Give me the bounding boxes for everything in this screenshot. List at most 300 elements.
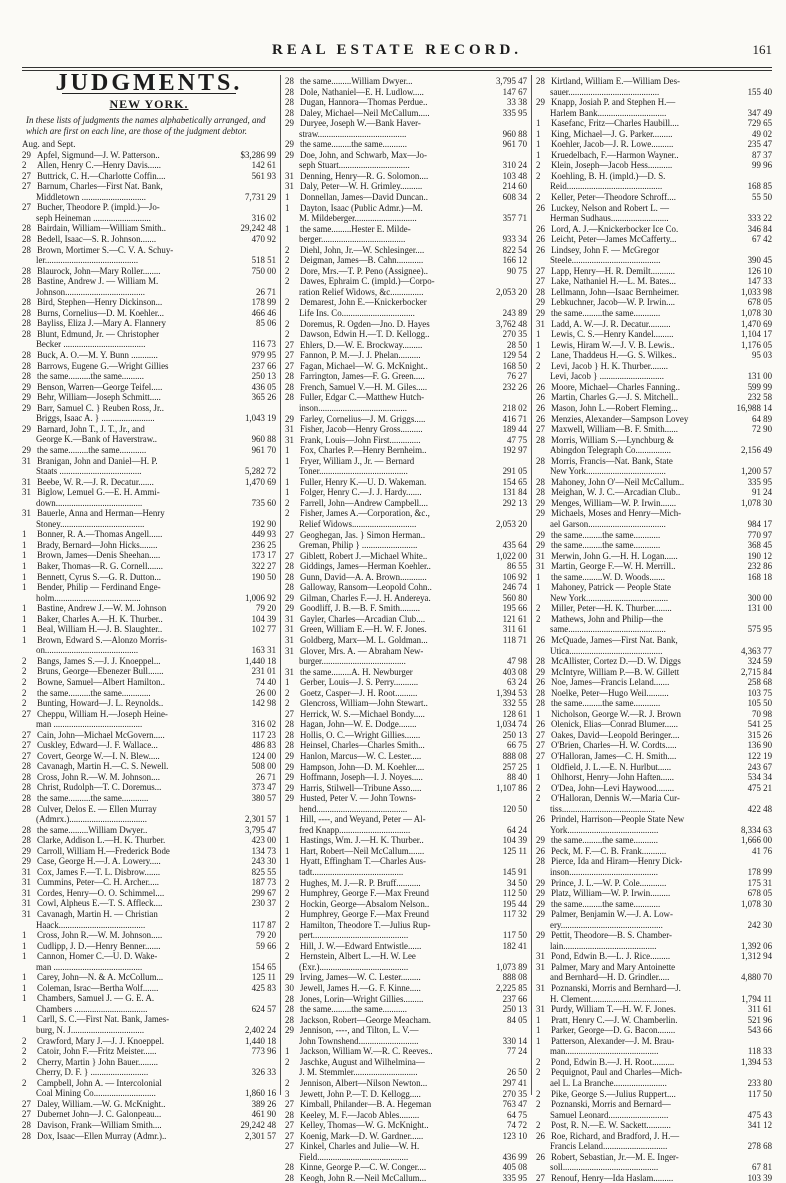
entry-parties: Husted, Peter V. — John Towns- <box>300 793 416 804</box>
entry-parties: Fox, Charles P.—Henry Bernheim.. <box>300 445 427 456</box>
entry-day: 1 <box>22 539 27 550</box>
entry-day: 2 <box>536 360 541 371</box>
judgment-entry <box>22 361 276 372</box>
entry-day: 31 <box>536 561 545 572</box>
entry-amount: 126 10 <box>747 265 772 276</box>
entry-day: 27 <box>285 1120 294 1131</box>
entry-day: 28 <box>536 286 545 297</box>
judgment-entry <box>22 709 276 720</box>
entry-amount: 541 25 <box>747 719 772 730</box>
entry-amount: 521 96 <box>747 1014 772 1025</box>
judgment-entry <box>536 793 772 804</box>
entry-amount: 270 35 <box>502 1088 527 1099</box>
entry-parties: Lewis, C. S.—Henry Kandel......... <box>551 329 674 340</box>
entry-amount: 960 88 <box>502 128 527 139</box>
entry-parties: Baker, Charles A.—H. K. Thurber.. <box>37 613 163 624</box>
entry-amount: 405 08 <box>502 1162 527 1173</box>
entry-day: 2 <box>285 265 290 276</box>
entry-day: 1 <box>285 192 290 203</box>
entry-day: 29 <box>285 413 294 424</box>
entry-parties: McIntyre, William P.—B. W. Gillett <box>551 666 680 677</box>
judgment-entry <box>22 287 276 298</box>
entry-parties: Robert, Sebastian, Jr.—M. E. Inger- <box>551 1151 679 1162</box>
entry-day: 29 <box>22 149 31 160</box>
entry-day: 30 <box>285 983 294 994</box>
entry-parties: Doe, John, and Schwarb, Max—Jo- <box>300 149 427 160</box>
entry-day: 2 <box>536 1067 541 1078</box>
judgment-entry <box>285 181 527 192</box>
entry-day: 31 <box>22 887 31 898</box>
entry-amount: 322 27 <box>251 560 276 571</box>
entry-parties: seph Heineman .......................... <box>36 212 151 223</box>
entry-day: 29 <box>285 149 294 160</box>
entry-day: 1 <box>22 993 27 1004</box>
entry-parties: Clarke, Addison L.—H. K. Thurber. <box>37 835 166 846</box>
judgment-entry <box>536 941 772 952</box>
entry-day: 26 <box>536 677 545 688</box>
judgment-entry <box>285 414 527 425</box>
entry-amount: 87 37 <box>752 149 772 160</box>
entry-day: 2 <box>285 687 290 698</box>
judgment-entry <box>536 1015 772 1026</box>
judgment-entry <box>285 1131 527 1142</box>
judgment-entry <box>536 245 772 256</box>
judgment-entry <box>22 456 276 467</box>
entry-day: 2 <box>285 297 290 308</box>
judgment-entry <box>536 1131 772 1142</box>
judgment-entry <box>536 424 772 435</box>
judgment-entry <box>22 223 276 234</box>
judgment-entry <box>22 730 276 741</box>
judgment-entry <box>22 1078 276 1089</box>
entry-amount: 232 86 <box>747 561 772 572</box>
entry-parties: Palmer, Mary and Mary Antoinette <box>551 961 676 972</box>
column-1 <box>22 70 276 1141</box>
judgment-entry <box>22 614 276 625</box>
entry-day: 1 <box>22 982 27 993</box>
entry-amount: 235 47 <box>747 139 772 150</box>
entry-parties: Lane, Thaddeus H.—G. S. Wilkes.. <box>551 350 677 361</box>
judgment-entry <box>22 371 276 382</box>
entry-parties: the same..........the same.......... <box>37 371 144 382</box>
entry-parties: Hamilton, Theodore T.—Julius Rup- <box>300 919 431 930</box>
entry-day: 31 <box>22 476 31 487</box>
entry-day: 26 <box>536 1130 545 1141</box>
entry-parties: Folger, Henry C.—J. J. Hardy....... <box>300 487 422 498</box>
judgment-entry <box>285 224 527 235</box>
entry-parties: Daley, William.—W. G. McKnight.. <box>37 1098 166 1109</box>
entry-parties: Brown, Mortimer S.—C. V. A. Schuy- <box>37 244 174 255</box>
entry-day: 1 <box>285 835 290 846</box>
judgment-entry <box>536 1004 772 1015</box>
entry-day: 28 <box>22 360 31 371</box>
entry-amount: 257 25 <box>502 761 527 772</box>
entry-parties: Fannon, P. M.—J. J. Phelan.......... <box>300 350 421 361</box>
entry-parties: straw........................................ <box>299 128 407 139</box>
entry-parties: Hampson, John—D. M. Koehler.... <box>300 761 425 772</box>
entry-amount: 118 71 <box>502 634 527 645</box>
entry-amount: 237 66 <box>502 993 527 1004</box>
entry-amount: 99 96 <box>752 160 772 171</box>
entry-day: 27 <box>22 202 31 213</box>
entry-parties: Menzies, Alexander—Sampson Lovey <box>551 413 689 424</box>
judgment-entry <box>285 445 527 456</box>
entry-parties: Farrell, John—Andrew Campbell.... <box>300 497 428 508</box>
judgment-entry <box>536 1078 772 1089</box>
entry-parties: Geoghegan, Jas. } Simon Herman.. <box>300 529 426 540</box>
entry-parties: ael L. La Branche........................ <box>550 1077 667 1088</box>
entry-parties: Harlem Bank............................... <box>550 107 667 118</box>
entry-parties: Pierce, Ida and Hiram—Henry Dick- <box>551 856 683 867</box>
entry-amount: 136 90 <box>747 740 772 751</box>
entry-amount: 435 64 <box>502 540 527 551</box>
judgment-entry <box>22 318 276 329</box>
entry-amount: 1,394 53 <box>740 1056 772 1067</box>
entry-parties: Ladd, A. W.—J. R. Decatur.......... <box>551 318 671 329</box>
entry-amount: 88 40 <box>507 772 527 783</box>
judgment-entry <box>285 783 527 794</box>
judgment-entry <box>285 97 527 108</box>
judgment-entry <box>285 941 527 952</box>
entry-day: 27 <box>285 550 294 561</box>
judgment-entry <box>22 1099 276 1110</box>
entry-amount: 145 91 <box>502 867 527 878</box>
judgment-entry <box>285 846 527 857</box>
judgment-entry <box>536 646 772 657</box>
entry-parties: Hollis, O. C.—Wright Gillies....... <box>300 729 421 740</box>
entry-day: 27 <box>285 360 294 371</box>
entry-day: 28 <box>285 993 294 1004</box>
entry-day: 31 <box>536 318 545 329</box>
entry-day: 27 <box>285 708 294 719</box>
entry-day: 28 <box>22 1119 31 1130</box>
entry-amount: 166 12 <box>502 255 527 266</box>
entry-day: 29 <box>536 898 545 909</box>
judgment-entry <box>285 530 527 541</box>
section-heading: JUDGMENTS. <box>55 70 243 96</box>
judgment-entry <box>536 1152 772 1163</box>
entry-amount: 1,392 06 <box>740 940 772 951</box>
entry-day: 1 <box>22 550 27 561</box>
judgment-entry <box>22 213 276 224</box>
entry-parties: Jennison, Albert—Nilson Newton... <box>300 1077 428 1088</box>
entry-amount: 333 22 <box>747 213 772 224</box>
entry-parties: Culver, Delos E. — Ellen Murray <box>37 803 157 814</box>
entry-day: 28 <box>285 1014 294 1025</box>
entry-day: 2 <box>536 782 541 793</box>
entry-parties: Bird, Stephen—Henry Dickinson... <box>37 297 163 308</box>
entry-parties: Humphrey, George F.—Max Freund <box>300 888 429 899</box>
entry-day: 1 <box>285 677 290 688</box>
entry-parties: Olenick, Elias—Conrad Blumer...... <box>551 719 678 730</box>
entry-day: 29 <box>285 1025 294 1036</box>
entry-parties: Cox, James F.—T. L. Disbrow....... <box>37 866 161 877</box>
entry-day: 28 <box>285 97 294 108</box>
entry-parties: Crawford, Mary J.—J. J. Knoeppel. <box>37 1035 164 1046</box>
entry-parties: Stoney...................................... <box>36 518 145 529</box>
entry-day: 2 <box>536 793 541 804</box>
judgment-entry <box>536 772 772 783</box>
entry-parties: Apfel, Sigmund—J. W. Patterson.. <box>37 149 160 160</box>
judgment-entry <box>22 434 276 445</box>
entry-amount: 1,440 18 <box>244 655 276 666</box>
entry-day: 2 <box>22 698 27 709</box>
judgment-entry <box>285 160 527 171</box>
entry-parties: Mason, John L.—Robert Fleming... <box>551 402 678 413</box>
entry-parties: Hoffmann, Joseph—I. J. Noyes..... <box>300 772 423 783</box>
entry-amount: 95 03 <box>752 350 772 361</box>
entry-amount: 1,078 30 <box>740 308 772 319</box>
entry-amount: 55 50 <box>752 192 772 203</box>
judgment-entry <box>285 1004 527 1015</box>
judgment-entry <box>22 751 276 762</box>
judgment-entry <box>22 160 276 171</box>
entry-parties: Barnard, John T., J. T., Jr., and <box>37 423 145 434</box>
entry-amount: 218 02 <box>502 402 527 413</box>
entry-parties: tiss.......................................... <box>550 803 656 814</box>
entry-parties: the same.........the same............ <box>551 308 661 319</box>
entry-parties: Meighan, W. J. C.—Arcadian Club.. <box>551 487 681 498</box>
entry-amount: 123 10 <box>502 1130 527 1141</box>
entry-day: 26 <box>536 234 545 245</box>
judgment-entry <box>22 877 276 888</box>
judgment-entry <box>285 340 527 351</box>
judgment-entry <box>536 909 772 920</box>
entry-parties: Post, R. N.—E. W. Sackett........... <box>551 1120 671 1131</box>
judgment-entry <box>285 593 527 604</box>
entry-parties: Kinne, George P.—C. W. Conger.... <box>300 1162 427 1173</box>
entry-day: 27 <box>285 529 294 540</box>
entry-day: 1 <box>536 1014 541 1025</box>
entry-amount: 2,053 20 <box>495 518 527 529</box>
judgment-entry <box>536 414 772 425</box>
judgment-entry <box>22 835 276 846</box>
entry-day: 28 <box>285 1109 294 1120</box>
entry-parties: Glencross, William—John Stewart.. <box>300 698 428 709</box>
page-header <box>22 40 772 62</box>
entry-amount: 960 88 <box>251 434 276 445</box>
column-divider-2 <box>531 75 532 1095</box>
entry-day: 29 <box>285 592 294 603</box>
entry-day: 1 <box>536 708 541 719</box>
entry-amount: 2,225 85 <box>495 983 527 994</box>
entry-day: 26 <box>536 413 545 424</box>
entry-parties: Hastings, Wm. J.—H. K. Thurber.. <box>300 835 424 846</box>
judgment-entry <box>536 783 772 794</box>
entry-day: 28 <box>22 244 31 255</box>
entry-parties: Hanlon, Marcus—W. C. Lester..... <box>300 751 422 761</box>
entry-day: 26 <box>536 402 545 413</box>
judgment-entry <box>285 1057 527 1068</box>
intro-note: In these lists of judgments the names alphabetically arranged, and which are first on each line, are those of the judgment debtor. <box>26 115 266 137</box>
entry-parties: Gayler, Charles—Arcadian Club.... <box>300 613 426 624</box>
judgment-entry <box>22 1004 276 1015</box>
entry-day: 1 <box>536 329 541 340</box>
entry-amount: 66 75 <box>507 740 527 751</box>
entry-day: 1 <box>22 529 27 540</box>
entry-parties: Dore, Mrs.—T. P. Peno (Assignee).. <box>300 265 429 276</box>
entry-amount: 64 75 <box>507 1109 527 1120</box>
judgment-entry <box>536 1120 772 1131</box>
entry-amount: 64 89 <box>752 413 772 424</box>
entry-parties: Reid........................................... <box>550 181 663 192</box>
entry-amount: 47 98 <box>507 656 527 667</box>
entry-parties: Goodliff, J. B.—B. F. Smith......... <box>300 603 420 614</box>
entry-day: 1 <box>285 455 290 466</box>
entry-parties: seph Stuart................................ <box>299 160 410 171</box>
entry-amount: 122 19 <box>747 751 772 761</box>
entry-amount: 436 99 <box>502 1151 527 1162</box>
entry-parties: Giddings, James—Herman Koehler.. <box>300 561 431 572</box>
entry-day: 29 <box>285 139 294 150</box>
entry-day: 28 <box>22 761 31 772</box>
judgment-entry <box>22 297 276 308</box>
entry-amount: 104 39 <box>502 835 527 846</box>
entry-parties: Kinkel, Charles and Julie—W. H. <box>300 1141 420 1152</box>
entry-parties: Levi, Jacob } ............................. <box>550 371 664 382</box>
entry-amount: 461 90 <box>251 1109 276 1120</box>
judgment-entry <box>536 888 772 899</box>
entry-amount: 678 05 <box>747 297 772 308</box>
judgment-entry <box>536 540 772 551</box>
judgment-entry <box>285 1120 527 1131</box>
entry-amount: 2,715 84 <box>740 666 772 677</box>
entry-parties: Branigan, John and Daniel—H. P. <box>37 455 158 466</box>
entry-parties: Koehler, Jacob—J. R. Lowe.......... <box>551 139 674 150</box>
entry-amount: 103 75 <box>747 687 772 698</box>
judgment-entry <box>536 297 772 308</box>
entry-day: 29 <box>22 845 31 856</box>
entry-amount: 90 75 <box>507 265 527 276</box>
entry-day: 29 <box>22 402 31 413</box>
judgment-entry <box>285 1099 527 1110</box>
entry-parties: the same.........the same............ <box>551 698 661 709</box>
entry-amount: 678 05 <box>747 888 772 899</box>
entry-amount: 125 11 <box>251 972 276 983</box>
judgment-entry <box>536 129 772 140</box>
entry-parties: Goetz, Casper—J. H. Root.......... <box>300 687 418 698</box>
judgment-entry <box>22 234 276 245</box>
entry-day: 2 <box>285 329 290 340</box>
entry-parties: Roe, Richard, and Bradford, J. H.— <box>551 1130 680 1141</box>
entry-day: 26 <box>536 634 545 645</box>
entry-amount: 8,334 63 <box>740 824 772 835</box>
judgment-entry <box>285 972 527 983</box>
entry-parties: Jennison, ----, and Tilton, L. V.— <box>300 1025 419 1036</box>
entry-day: 28 <box>22 835 31 846</box>
entry-parties: Fuller, Edgar C.—Matthew Hutch- <box>300 392 425 403</box>
entry-amount: 373 47 <box>251 782 276 793</box>
entry-day: 31 <box>285 170 294 181</box>
entry-day: 27 <box>22 729 31 740</box>
entry-parties: Gunn, David—A. A. Brown............ <box>300 571 427 582</box>
entry-parties: Cannon, Homer C.—U. D. Wake- <box>37 951 158 962</box>
judgment-entry <box>22 666 276 677</box>
judgment-entry <box>536 825 772 836</box>
entry-day: 1 <box>285 445 290 456</box>
entry-amount: 117 50 <box>747 1088 772 1099</box>
entry-parties: Fagan, Michael—W. G. McKnight.. <box>300 360 428 371</box>
entry-parties: Bayliss, Eliza J.—Mary A. Flannery <box>37 318 166 329</box>
entry-day: 2 <box>22 666 27 677</box>
entry-day: 2 <box>536 1120 541 1131</box>
entry-day: 2 <box>22 1046 27 1057</box>
entry-amount: 543 66 <box>747 1025 772 1036</box>
judgment-entry <box>285 603 527 614</box>
judgment-entry <box>285 150 527 161</box>
entry-day: 2 <box>22 1056 27 1067</box>
entry-parties: Green, William E.—H. W. F. Jones. <box>300 624 427 635</box>
entry-amount: 236 25 <box>251 539 276 550</box>
entry-amount: 129 54 <box>502 350 527 361</box>
judgment-entry <box>22 804 276 815</box>
judgment-entry <box>536 656 772 667</box>
entry-amount: 560 80 <box>502 592 527 603</box>
entry-day: 1 <box>285 476 290 487</box>
judgment-entry <box>536 287 772 298</box>
judgment-entry <box>285 1067 527 1078</box>
entry-parties: Abingdon Telegraph Co................ <box>550 445 671 456</box>
entry-amount: 311 61 <box>747 1004 772 1015</box>
entry-parties: Dawes, Ephraim C. (impld.)—Corpo- <box>300 276 435 287</box>
judgment-entry <box>536 456 772 467</box>
entry-day: 1 <box>285 856 290 867</box>
entry-day: 31 <box>536 1004 545 1015</box>
judgment-entry <box>285 814 527 825</box>
entry-day: 28 <box>536 476 545 487</box>
entry-day: 27 <box>22 708 31 719</box>
judgment-entry <box>536 76 772 87</box>
entry-parties: Bonner, R. A.—Thomas Angell...... <box>37 529 163 540</box>
entry-amount: 1,470 69 <box>740 318 772 329</box>
judgment-entry <box>285 192 527 203</box>
judgment-entry <box>22 688 276 699</box>
entry-parties: Dawson, Edwin H.—T. D. Kellogg.. <box>300 329 430 340</box>
header-rule-top <box>22 67 772 68</box>
entry-amount: 330 14 <box>502 1035 527 1046</box>
entry-amount: 26 71 <box>256 771 276 782</box>
judgment-entry <box>22 192 276 203</box>
entry-parties: Hughes, M. J.—R. P. Bruff........... <box>300 877 421 888</box>
judgment-entry <box>22 909 276 920</box>
entry-amount: 888 08 <box>502 751 527 761</box>
entry-parties: Pond, Edwin B.—L. J. Rice......... <box>551 951 671 962</box>
entry-parties: Steele........................................ <box>550 255 661 266</box>
entry-amount: 270 35 <box>502 329 527 340</box>
entry-amount: 365 26 <box>251 392 276 403</box>
entry-amount: 250 13 <box>502 729 527 740</box>
entry-day: 1 <box>22 603 27 614</box>
judgment-entry <box>536 1099 772 1110</box>
entry-day: 1 <box>536 149 541 160</box>
entry-amount: 117 23 <box>251 729 276 740</box>
judgment-entry <box>22 519 276 530</box>
entry-day: 2 <box>285 1077 290 1088</box>
entry-parties: Donnellan, James—David Duncan.. <box>300 192 428 203</box>
entry-day: 31 <box>285 645 294 656</box>
entry-amount: 729 65 <box>747 118 772 129</box>
entry-amount: 380 57 <box>251 793 276 803</box>
entry-day: 29 <box>22 444 31 455</box>
entry-amount: 2,402 24 <box>244 1025 276 1036</box>
entry-day: 1 <box>536 1035 541 1046</box>
entry-day: 28 <box>536 76 545 86</box>
entry-day: 31 <box>285 181 294 192</box>
entry-day: 1 <box>536 1025 541 1036</box>
entry-amount: 102 77 <box>251 624 276 635</box>
judgment-entry <box>22 962 276 973</box>
judgment-entry <box>285 403 527 414</box>
